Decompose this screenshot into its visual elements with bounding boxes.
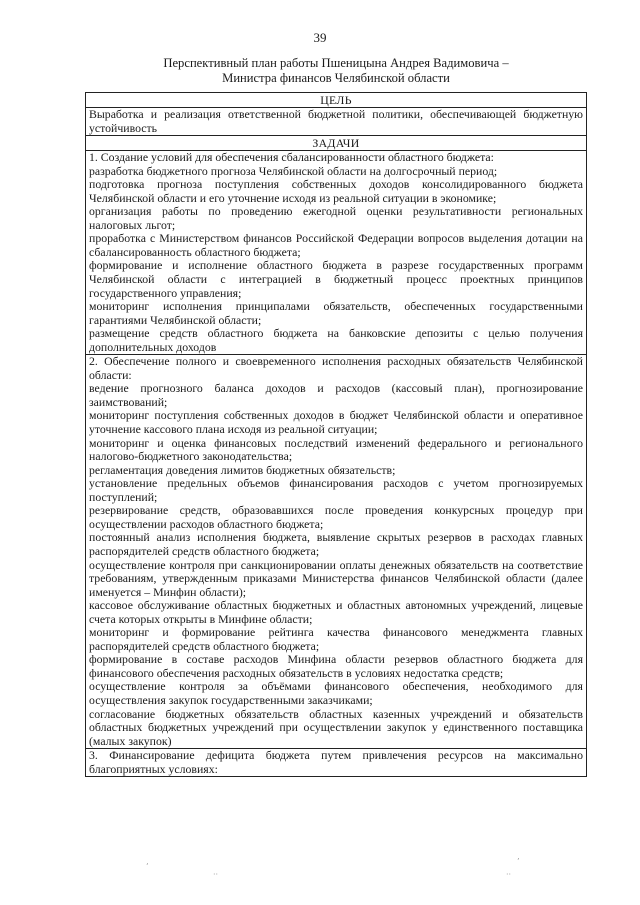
task-line: кассовое обслуживание областных бюджетных и областных автономных учреждений, лицевые счета которых открыты в Минфине области; [89,598,583,626]
task-line: регламентация доведения лимитов бюджетных обязательств; [89,462,396,477]
task-line: размещение средств областного бюджета на банковские депозиты с целью получения дополнительных доходов [89,326,583,354]
task-line: согласование бюджетных обязательств областных казенных учреждений и обязательств областных бюджетных учреждений при осуществлении закупок у единственного поставщика (малых закупок) [89,706,583,748]
goal-text: Выработка и реализация ответственной бюджетной политики, обеспечивающей бюджетную устойчивость [86,108,587,136]
task-block-3 [86,749,587,777]
goal-text-row [86,108,587,136]
plan-table [85,92,587,777]
page-number: 39 [313,30,327,45]
task-line: мониторинг и оценка финансовых последствий изменений федерального и регионального налогово-бюджетного законодательства; [89,435,583,464]
scan-speck: ·· [506,870,512,879]
task-line: осуществление контроля за объёмами финансового обеспечения, необходимого для осуществления закупок государственными заказчиками; [89,679,583,707]
task-block-1 [86,151,587,355]
task-line: подготовка прогноза поступления собственных доходов консолидированного бюджета Челябинской области и его уточнение исходя из реальной ситуации в экономике; [89,177,583,205]
task-line: мониторинг и формирование рейтинга качества финансового менеджмента главных распорядителей средств областного бюджета; [89,625,583,653]
task-line: формирование в составе расходов Минфина области резервов областного бюджета для финансового обеспечения расходных обязательств в условиях недостатка средств; [89,652,583,680]
tasks-header: ЗАДАЧИ [86,136,587,151]
task-line: осуществление контроля при санкционировании оплаты денежных обязательств на соответствие требованиям, утвержденным приказами Министерства финансов Челябинской области (далее именуется – Минфин области); [89,557,583,599]
task-block-2 [86,355,587,749]
goal-header: ЦЕЛЬ [86,93,587,108]
task-line: постоянный анализ исполнения бюджета, выявление скрытых резервов в расходах главных распорядителей средств областного бюджета; [89,530,583,558]
task-line: установление предельных объемов финансирования расходов с учетом прогнозируемых поступлений; [89,476,583,504]
document-title-line-2: Министра финансов Челябинской области [222,70,450,85]
scan-speck: ’ [517,857,520,866]
task-block-row [86,749,587,777]
task-line: ведение прогнозного баланса доходов и расходов (кассовый план), прогнозирование заимствований; [89,381,583,409]
document-title [86,56,586,85]
task-line: 3. Финансирование дефицита бюджета путем привлечения ресурсов на максимально благоприятных условиях: [89,748,583,776]
task-line: разработка бюджетного прогноза Челябинской области на долгосрочный период; [89,163,498,178]
task-line: проработка с Министерством финансов Российской Федерации вопросов выделения дотации на сбалансированность областного бюджета; [89,231,583,259]
document-title-line-1: Перспективный план работы Пшеницына Андрея Вадимовича – [163,56,509,70]
task-line: мониторинг поступления собственных доходов в бюджет Челябинской области и оперативное уточнение кассового плана исходя из реальной ситуации; [89,408,583,437]
task-line: мониторинг исполнения принципалами обязательств, обеспеченных государственными гарантиями Челябинской области; [89,299,583,327]
task-line: 2. Обеспечение полного и своевременного исполнения расходных обязательств Челябинской области: [89,354,583,382]
task-line: 1. Создание условий для обеспечения сбалансированности областного бюджета: [89,150,494,165]
task-block-row [86,151,587,355]
goal-header-row [86,93,587,108]
task-line: резервирование средств, образовавшихся после проведения конкурсных процедур при осуществлении расходов областного бюджета; [89,503,583,531]
task-line: организация работы по проведению ежегодной оценки результативности региональных налоговых льгот; [89,204,583,232]
task-line: формирование и исполнение областного бюджета в разрезе государственных программ Челябинской области с интеграцией в бюджетный процесс проектных принципов государственного управления; [89,258,583,300]
task-block-row [86,355,587,749]
scan-speck: ·· [213,870,219,879]
tasks-header-row [86,136,587,151]
scan-speck: ‚ [146,857,149,866]
